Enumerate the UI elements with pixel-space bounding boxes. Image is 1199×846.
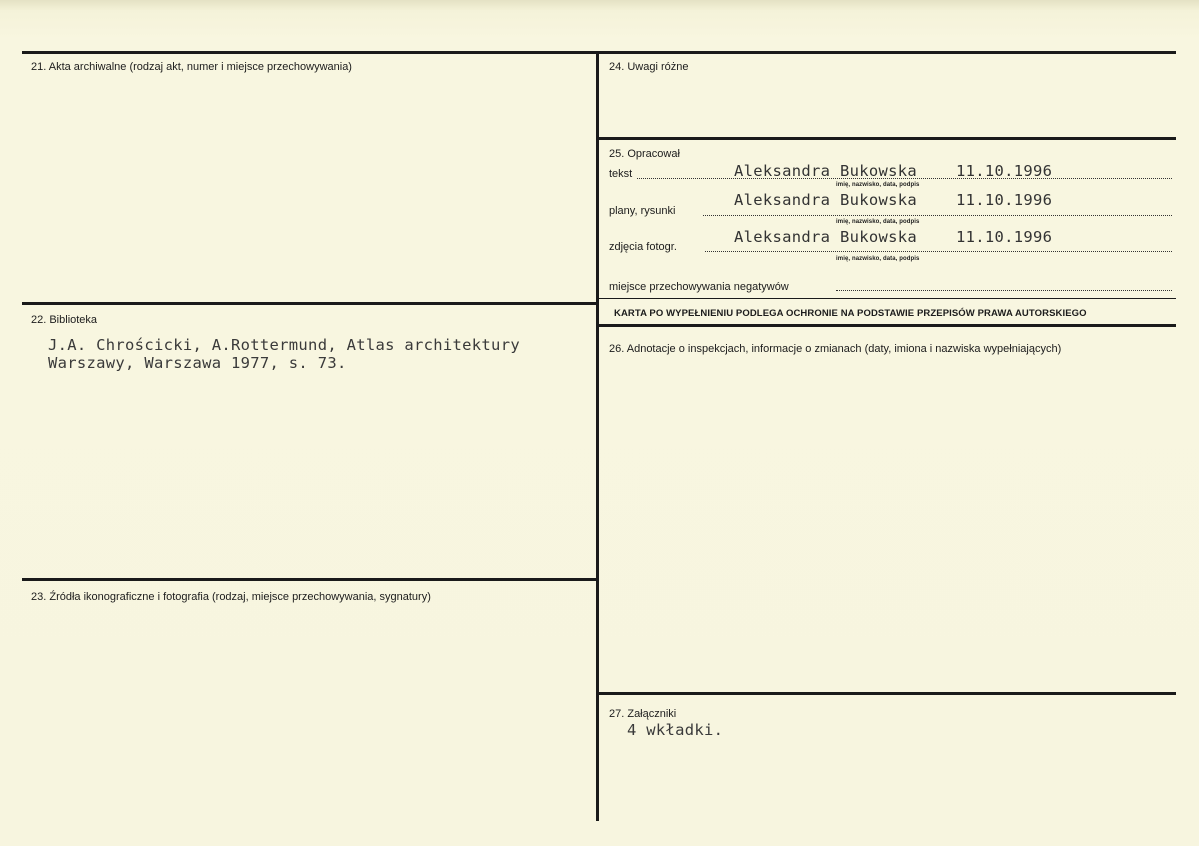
photos-author-date: 11.10.1996 [956, 228, 1053, 246]
copyright-note: KARTA PO WYPEŁNIENIU PODLEGA OCHRONIE NA PODSTAWIE PRZEPISÓW PRAWA AUTORSKIEGO [614, 308, 1087, 319]
section-24-label: 24. Uwagi różne [609, 61, 689, 73]
rule-21-22 [22, 302, 598, 305]
plans-author-caption: imię, nazwisko, data, podpis [836, 219, 920, 225]
text-author-label: tekst [609, 168, 633, 180]
plans-author-date: 11.10.1996 [956, 191, 1053, 209]
photos-author-name: Aleksandra Bukowska [734, 228, 918, 246]
rule-26-27 [596, 692, 1176, 695]
rule-24-25 [596, 137, 1176, 140]
text-author-caption: imię, nazwisko, data, podpis [836, 182, 920, 188]
rule-25-note [596, 298, 1176, 299]
section-21-label: 21. Akta archiwalne (rodzaj akt, numer i miejsce przechowywania) [31, 61, 352, 73]
plans-author-label: plany, rysunki [609, 205, 676, 217]
photos-author-line [705, 251, 1172, 252]
negatives-label: miejsce przechowywania negatywów [609, 281, 789, 293]
negatives-line [836, 290, 1172, 291]
library-reference-line-1: J.A. Chrościcki, A.Rottermund, Atlas architektury [48, 336, 520, 354]
attachments-text: 4 wkładki. [627, 721, 724, 739]
rule-note-26 [596, 324, 1176, 327]
plans-author-name: Aleksandra Bukowska [734, 191, 918, 209]
library-reference-line-2: Warszawy, Warszawa 1977, s. 73. [48, 354, 347, 372]
photos-author-label: zdjęcia fotogr. [609, 241, 677, 253]
section-25-label: 25. Opracował [609, 148, 680, 160]
photos-author-caption: imię, nazwisko, data, podpis [836, 256, 920, 262]
rule-22-23 [22, 578, 598, 581]
center-divider [596, 51, 599, 821]
text-author-date: 11.10.1996 [956, 162, 1053, 180]
section-22-label: 22. Biblioteka [31, 314, 98, 326]
section-27-label: 27. Załączniki [609, 708, 677, 720]
top-rule [22, 51, 1176, 54]
section-26-label: 26. Adnotacje o inspekcjach, informacje o zmianach (daty, imiona i nazwiska wypełniających) [609, 343, 1062, 355]
card-top-edge [0, 0, 1199, 10]
text-author-name: Aleksandra Bukowska [734, 162, 918, 180]
section-23-label: 23. Źródła ikonograficzne i fotografia (rodzaj, miejsce przechowywania, sygnatury) [31, 591, 431, 603]
plans-author-line [703, 215, 1172, 216]
